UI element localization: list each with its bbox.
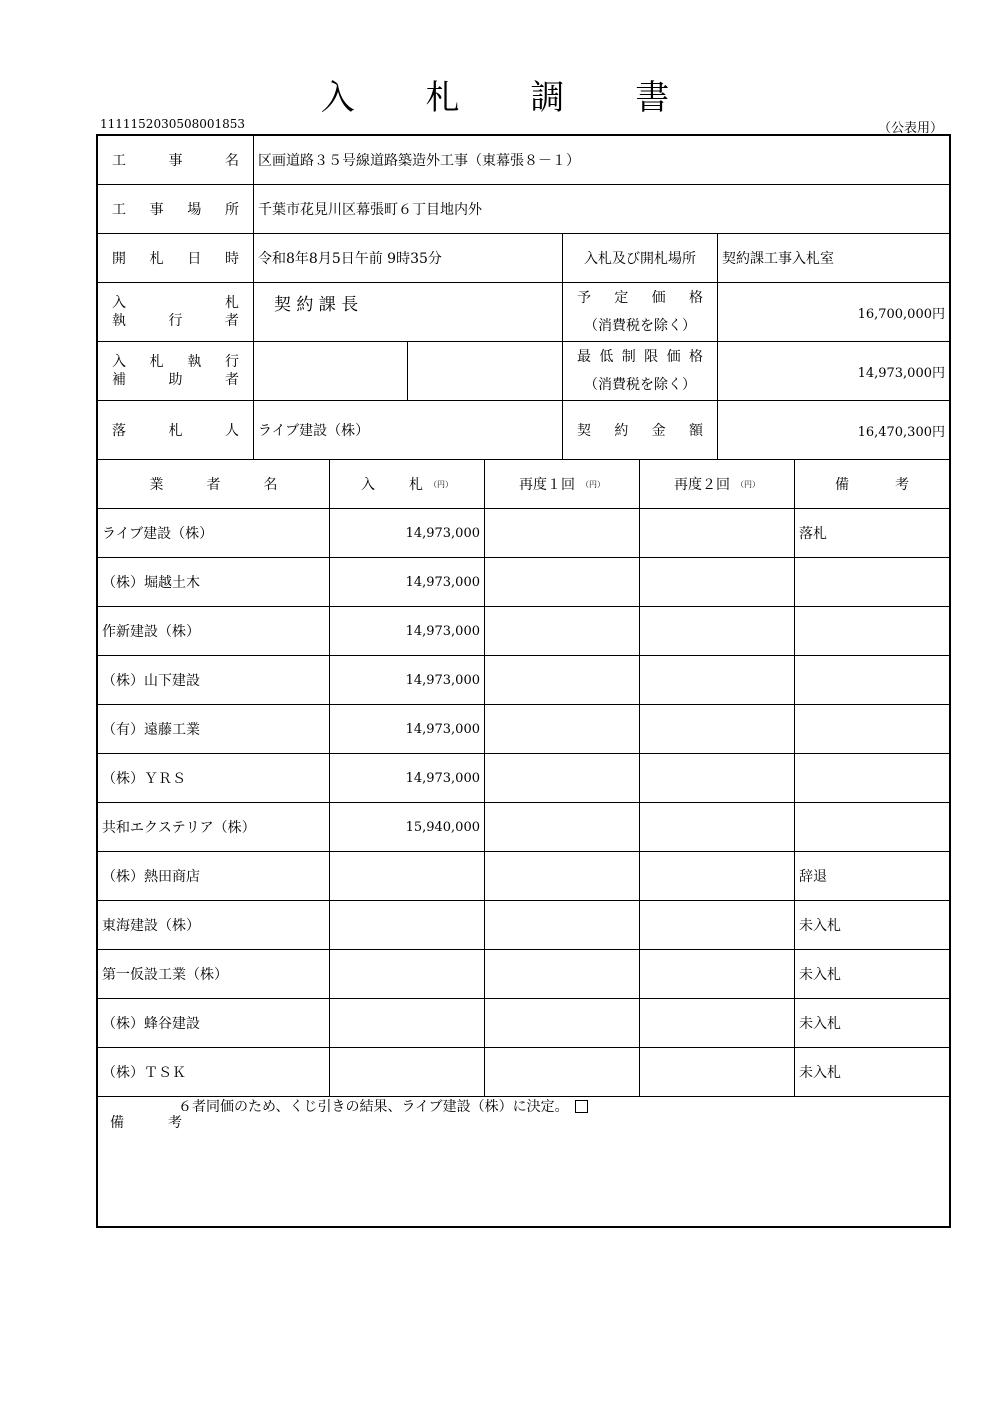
grid-line — [98, 851, 949, 852]
bid-row-rebid2-cell — [640, 901, 794, 949]
page-title: 入 札 調 書 — [320, 78, 700, 118]
bid-row-remarks-cell: 未入札 — [799, 918, 841, 934]
bid-row-rebid2-cell — [640, 1048, 794, 1096]
opening-datetime-label: 開 札 日 時 — [112, 251, 239, 267]
bid-row-remarks-cell: 落札 — [799, 526, 827, 542]
bid-row-remarks-cell — [795, 705, 949, 753]
bid-row-company-cell: （有）遠藤工業 — [102, 722, 200, 738]
grid-line — [98, 400, 949, 401]
bid-assistant-label: 入 札 執 行 補 助 者 — [112, 354, 239, 388]
bid-row-bid-cell — [330, 852, 484, 900]
bid-row-bid-cell: 15,940,000 — [405, 819, 480, 835]
bid-record-form — [96, 134, 951, 1228]
grid-line — [98, 998, 949, 999]
bid-row-bid-cell: 14,973,000 — [405, 525, 480, 541]
min-price-label: 最 低 制 限 価 格 （消費税を除く） — [577, 349, 703, 393]
bid-executor-label: 入 札 執 行 者 — [112, 295, 239, 329]
grid-line — [794, 459, 795, 1096]
bid-row-bid-cell: 14,973,000 — [405, 623, 480, 639]
grid-line — [98, 459, 949, 460]
contract-amount-label: 契 約 金 額 — [577, 423, 703, 439]
bid-row-company-cell: 第一仮設工業（株） — [102, 967, 228, 983]
bid-row-rebid1-cell — [485, 901, 639, 949]
bid-row-rebid2-cell — [640, 607, 794, 655]
bid-row-rebid1-cell — [485, 1048, 639, 1096]
bid-row-bid-cell: 14,973,000 — [405, 574, 480, 590]
bid-row-bid-cell — [330, 999, 484, 1047]
grid-line — [639, 459, 640, 1096]
checkbox-icon — [575, 1100, 588, 1113]
bid-place-label: 入札及び開札場所 — [584, 251, 696, 267]
grid-line — [98, 802, 949, 803]
bid-row-rebid2-cell — [640, 999, 794, 1047]
grid-line — [98, 900, 949, 901]
grid-line — [484, 459, 485, 1096]
bid-row-rebid1-cell — [485, 999, 639, 1047]
work-name-label: 工 事 名 — [112, 153, 239, 169]
bid-row-remarks-cell — [795, 754, 949, 802]
bid-row-company-cell: 作新建設（株） — [102, 624, 200, 640]
bid-row-rebid2-cell — [640, 852, 794, 900]
work-place-label: 工 事 場 所 — [112, 202, 239, 218]
min-price-value: 14,973,000円 — [857, 365, 945, 381]
grid-line — [407, 341, 408, 400]
bid-row-remarks-cell — [795, 607, 949, 655]
bid-row-rebid2-cell — [640, 705, 794, 753]
contract-amount-value: 16,470,300円 — [857, 424, 945, 440]
grid-line — [98, 184, 949, 185]
bid-row-company-cell: （株）熱田商店 — [102, 869, 200, 885]
bid-row-rebid1-cell — [485, 509, 639, 557]
bid-row-company-cell: 東海建設（株） — [102, 918, 200, 934]
opening-datetime-value: 令和8年8月5日午前 9時35分 — [258, 251, 442, 267]
bid-row-bid-cell — [330, 950, 484, 998]
grid-line — [562, 233, 563, 459]
bid-place-value: 契約課工事入札室 — [722, 251, 834, 267]
bid-row-company-cell: （株）堀越土木 — [102, 575, 200, 591]
bid-row-rebid2-cell — [640, 558, 794, 606]
bid-row-bid-cell — [330, 901, 484, 949]
bid-row-bid-cell: 14,973,000 — [405, 672, 480, 688]
bid-row-remarks-cell: 辞退 — [799, 869, 827, 885]
bid-row-remarks-cell: 未入札 — [799, 967, 841, 983]
grid-line — [98, 1096, 949, 1097]
bid-row-rebid1-cell — [485, 754, 639, 802]
bid-row-remarks-cell: 未入札 — [799, 1016, 841, 1032]
remarks-text: ６者同価のため、くじ引きの結果、ライブ建設（株）に決定。 — [178, 1096, 878, 1116]
winner-value: ライブ建設（株） — [258, 423, 370, 439]
grid-line — [98, 233, 949, 234]
bid-executor-value: 契 約 課 長 — [274, 294, 359, 315]
bid-row-company-cell: （株）ＴＳＫ — [102, 1065, 186, 1081]
bid-row-bid-cell: 14,973,000 — [405, 770, 480, 786]
work-place-value: 千葉市花見川区幕張町６丁目地内外 — [258, 202, 482, 218]
bid-row-rebid2-cell — [640, 803, 794, 851]
grid-line — [98, 655, 949, 656]
col-header-company: 業 者 名 — [149, 477, 278, 493]
bid-row-bid-cell — [330, 1048, 484, 1096]
bid-row-company-cell: （株）ＹＲＳ — [102, 771, 186, 787]
remarks-label: 備 考 — [110, 1115, 182, 1131]
bid-row-rebid2-cell — [640, 950, 794, 998]
grid-line — [98, 282, 949, 283]
winner-label: 落 札 人 — [112, 423, 239, 439]
public-use-label: （公表用） — [878, 121, 944, 136]
bid-row-rebid1-cell — [485, 656, 639, 704]
bid-row-company-cell: （株）蜂谷建設 — [102, 1016, 200, 1032]
planned-price-value: 16,700,000円 — [857, 306, 945, 322]
bid-row-rebid2-cell — [640, 509, 794, 557]
bid-row-remarks-cell — [795, 558, 949, 606]
document-number: 1111152030508001853 — [100, 117, 246, 131]
col-header-bid: 入 札 （円） — [361, 477, 453, 493]
col-header-rebid-2: 再度２回 （円） — [674, 477, 760, 493]
grid-line — [98, 1047, 949, 1048]
grid-line — [98, 753, 949, 754]
grid-line — [717, 233, 718, 459]
bid-row-company-cell: 共和エクステリア（株） — [102, 820, 256, 836]
bid-row-rebid1-cell — [485, 607, 639, 655]
bid-row-bid-cell: 14,973,000 — [405, 721, 480, 737]
col-header-rebid-1: 再度１回 （円） — [519, 477, 605, 493]
bid-row-remarks-cell — [795, 656, 949, 704]
work-name-value: 区画道路３５号線道路築造外工事（東幕張８－１） — [258, 153, 580, 169]
grid-line — [329, 459, 330, 1096]
bid-row-remarks-cell: 未入札 — [799, 1065, 841, 1081]
bid-row-company-cell: ライブ建設（株） — [102, 526, 214, 542]
grid-line — [98, 949, 949, 950]
bid-row-rebid2-cell — [640, 754, 794, 802]
col-header-remarks: 備 考 — [835, 477, 909, 493]
grid-line — [253, 136, 254, 459]
grid-line — [98, 341, 949, 342]
bid-row-rebid1-cell — [485, 950, 639, 998]
bid-row-rebid1-cell — [485, 705, 639, 753]
bid-row-rebid1-cell — [485, 803, 639, 851]
grid-line — [98, 704, 949, 705]
grid-line — [98, 508, 949, 509]
bid-row-company-cell: （株）山下建設 — [102, 673, 200, 689]
bid-row-rebid1-cell — [485, 558, 639, 606]
grid-line — [98, 557, 949, 558]
bid-row-rebid2-cell — [640, 656, 794, 704]
planned-price-label: 予 定 価 格 （消費税を除く） — [577, 290, 703, 334]
bid-row-remarks-cell — [795, 803, 949, 851]
bid-row-rebid1-cell — [485, 852, 639, 900]
grid-line — [98, 606, 949, 607]
